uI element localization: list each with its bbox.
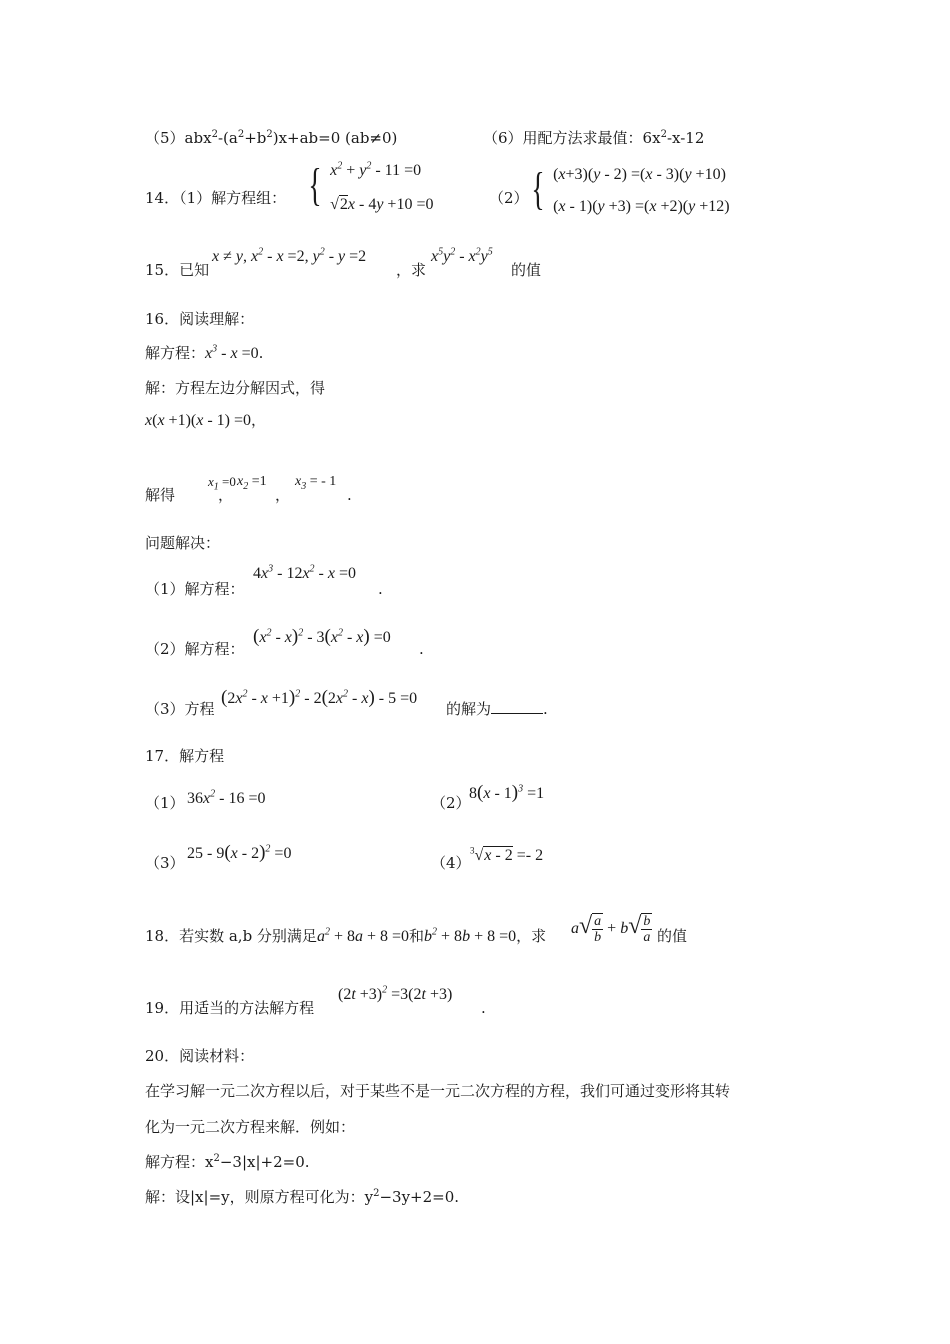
q17-part3-equation: 25 - 9(x - 2)$^2$ =0	[187, 842, 292, 863]
q16-part1-label: （1）解方程：	[145, 580, 245, 598]
q20-title: 20．阅读材料：	[145, 1047, 255, 1065]
q14-sys2-eq2: (x - 1)(y +3) =(x +2)(y +12)	[553, 198, 730, 215]
q15-condition: x ≠ y, $x^2 - x =2$, $y^2 - y =2$	[212, 246, 367, 265]
q15-tail: 的值	[511, 261, 542, 279]
left-brace-icon: {	[531, 163, 545, 214]
connector: 和	[409, 927, 425, 945]
q17-title: 17．解方程	[145, 747, 225, 765]
q16-root-x2: $x_2 =1$	[237, 474, 267, 492]
q14-sys1-eq1: $x^2 + y^2 - 11 =0$	[330, 160, 422, 179]
q20-line1: 在学习解一元二次方程以后，对于某些不是一元二次方程的方程，我们可通过变形将其转	[145, 1082, 731, 1100]
q20-line4: 解：设|x|=y，则原方程可化为：$y^2-3y+2=0$.	[145, 1188, 460, 1206]
q13-part5: $(5)abx^2-(a^2+b^2)x+ab=0$ (ab≠0)	[145, 129, 398, 147]
comma: ，	[218, 486, 234, 504]
q20-line2: 化为一元二次方程来解．例如：	[145, 1118, 356, 1136]
answer-prompt: 的解为	[446, 700, 492, 718]
q20-line3: 解方程：$x^2-3|x|+2=0$.	[145, 1153, 310, 1171]
q14-part2-label: （2）	[489, 189, 529, 207]
q18-line: 18．若实数 a,b 分别满足$a^2 + 8a + 8 =0$和$b^2 + 8b + 8 =0$，求	[145, 926, 547, 945]
q19-equation: $(2t +3)^2 =3(2t +3)$	[338, 984, 453, 1003]
q14-system-1	[304, 159, 434, 214]
q15-ask: ，求	[396, 261, 427, 279]
q17-part4-label: （4）	[431, 854, 471, 872]
q18-expression: a√ $\frac{a}{b}$ + b√ $\frac{b}{a}$	[571, 913, 651, 946]
q16-example-equation: 解方程：$x^3 - x =0$.	[145, 343, 264, 362]
q17-part4-equation: $^3$√x - 2 =- 2	[470, 845, 544, 864]
q14-sys2-eq1: (x+3)(y - 2) =(x - 3)(y +10)	[553, 166, 726, 183]
q18-tail: 的值	[657, 927, 688, 945]
q14-system-2	[527, 163, 730, 216]
q16-roots-label: 解得	[145, 486, 176, 504]
q16-root-x1: $x_1 =0$	[208, 474, 236, 493]
answer-blank	[491, 699, 543, 714]
q14-sys1-eq2: √2x - 4y +10 =0	[330, 196, 434, 213]
q17-part2-label: （2）	[431, 794, 471, 812]
q14-heading	[145, 188, 286, 208]
q17-part2-equation: 8(x - 1)$^3$ =1	[469, 782, 545, 803]
q16-solution-intro: 解：方程左边分解因式，得	[145, 379, 326, 397]
q16-problem-heading: 问题解决：	[145, 534, 221, 552]
q16-part2-equation: $(x^2 - x)^2 - 3(x^2 - x) =0$	[253, 626, 391, 647]
q16-part3-equation: $(2x^2 - x +1)^2 - 2(2x^2 - x) - 5 =0$	[221, 687, 418, 708]
q15-lead: 15．已知	[145, 261, 210, 279]
question-number: 14．	[145, 189, 180, 207]
q16-factored-equation: x(x +1)(x - 1) =0，	[145, 412, 267, 429]
q16-part2-label: （2）解方程：	[145, 640, 245, 658]
q18-ask: ，求	[516, 927, 547, 945]
comma: ，	[275, 486, 291, 504]
q17-part3-label: （3）	[145, 854, 185, 872]
q16-title: 16．阅读理解：	[145, 310, 255, 328]
q17-part1-label: （1）	[145, 794, 185, 812]
q13-part6: （6）用配方法求最值：$6x^2-x-12$	[483, 129, 705, 147]
q16-part1-equation: $4x^3 - 12x^2 - x =0$	[253, 563, 357, 582]
label: 解方程：	[145, 344, 206, 362]
period: .	[378, 580, 383, 598]
period: .	[419, 640, 424, 658]
q15-expression: $x^5y^2 - x^2y^5$	[431, 246, 493, 265]
left-brace-icon: {	[308, 159, 322, 210]
q18-lead: 18．若实数 a,b 分别满足	[145, 927, 317, 945]
period: .	[347, 486, 352, 504]
q14-part1-label: （1）解方程组：	[179, 189, 287, 207]
q17-part1-equation: $36x^2 - 16 =0$	[187, 788, 266, 807]
q19-lead: 19．用适当的方法解方程	[145, 999, 315, 1017]
q16-root-x3: $x_3$ = - 1	[295, 474, 337, 492]
period: .	[481, 999, 486, 1017]
q16-part3-label: （3）方程	[145, 700, 215, 718]
q16-part3-tail: 的解为 .	[446, 700, 548, 718]
